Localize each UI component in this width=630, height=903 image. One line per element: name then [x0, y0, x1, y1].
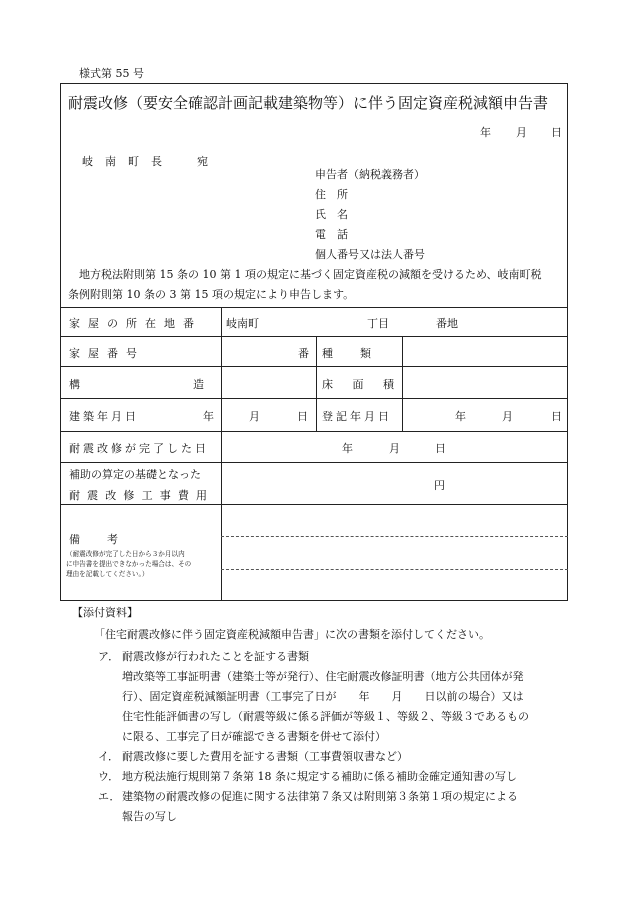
reg-date-label: 登記年月日 [322, 410, 392, 423]
attachment-item-a-detail: 住宅性能評価書の写し（耐震等級に係る評価が等級１、等級２、等級３であるもの [122, 710, 529, 723]
row-divider [60, 504, 568, 505]
house-number-label: 家屋番号 [69, 347, 145, 360]
attachment-item-u: 地方税法施行規則第７条第 18 条に規定する補助に係る補助金確定通知書の写し [122, 770, 517, 783]
col-divider [402, 336, 403, 431]
col-divider [221, 307, 222, 601]
applicant-address-label: 住 所 [315, 188, 348, 201]
completion-month-label: 月 [389, 442, 400, 455]
location-town: 岐南町 [226, 317, 259, 330]
notes-instruction-line: 理由を記載してください。） [66, 570, 149, 578]
header-day-label: 日 [551, 126, 562, 139]
cost-label-line-2: 耐震改修工事費用 [69, 489, 207, 502]
attachments-intro: 「住宅耐震改修に伴う固定資産税減額申告書」に次の書類を添付してください。 [94, 628, 490, 641]
attachment-item-a-detail: 増改築等工事証明書（建築士等が発行）、住宅耐震改修証明書（地方公共団体が発 [122, 670, 524, 683]
col-divider [316, 336, 317, 431]
row-divider [60, 336, 568, 337]
attachment-marker-i: イ． [98, 750, 120, 763]
notes-line-divider [221, 536, 568, 537]
completion-year-label: 年 [342, 442, 353, 455]
floor-area-label: 床面積 [322, 378, 394, 391]
header-year-label: 年 [480, 126, 491, 139]
completion-day-label: 日 [435, 442, 446, 455]
addressee: 岐南町長 宛 [82, 155, 220, 168]
build-date-label: 建築年月日 [69, 410, 139, 423]
cost-unit: 円 [434, 479, 445, 492]
build-month-label: 月 [249, 410, 260, 423]
completion-label: 耐震改修が完了した日 [69, 442, 209, 455]
attachment-item-a-detail: 行）、固定資産税減額証明書（工事完了日が 年 月 日以前の場合）又は [122, 690, 524, 703]
row-divider [60, 366, 568, 367]
reg-day-label: 日 [551, 410, 562, 423]
attachment-marker-u: ウ． [98, 770, 120, 783]
notes-instruction-line: （耐震改修が完了した日から３か月以内 [66, 550, 185, 558]
location-banchi: 番地 [436, 317, 458, 330]
table-top-border [60, 307, 568, 308]
applicant-phone-label: 電 話 [315, 228, 348, 241]
reg-month-label: 月 [502, 410, 513, 423]
location-label: 家屋の所在地番 [69, 317, 202, 330]
reg-year-label: 年 [455, 410, 466, 423]
attachments-heading: 【添付資料】 [72, 606, 138, 619]
applicant-heading: 申告者（納税義務者） [315, 168, 425, 181]
header-month-label: 月 [516, 126, 527, 139]
form-number: 様式第 55 号 [79, 67, 144, 80]
attachment-item-a: 耐震改修が行われたことを証する書類 [122, 650, 309, 663]
attachment-marker-a: ア． [98, 650, 120, 663]
notes-label: 備 考 [69, 533, 126, 546]
statement-line-2: 条例附則第 10 条の 3 第 15 項の規定により申告します。 [68, 288, 355, 301]
notes-instruction [66, 549, 221, 579]
attachment-marker-e: エ． [98, 790, 121, 803]
form-title: 耐震改修（要安全確認計画記載建築物等）に伴う固定資産税減額申告書 [68, 94, 549, 112]
applicant-name-label: 氏 名 [315, 208, 348, 221]
type-label: 種 類 [322, 347, 379, 360]
cost-label-line-1: 補助の算定の基礎となった [69, 468, 201, 481]
build-year-label: 年 [203, 410, 214, 423]
attachment-item-e: 建築物の耐震改修の促進に関する法律第７条又は附則第３条第１項の規定による [122, 790, 518, 803]
notes-instruction-line: に申告書を提出できなかった場合は、その [66, 560, 192, 568]
location-chome: 丁目 [367, 317, 389, 330]
notes-line-divider [221, 569, 568, 570]
attachment-item-i: 耐震改修に要した費用を証する書類（工事費領収書など） [122, 750, 408, 763]
attachment-item-a-detail: に限る、工事完了日が確認できる書類を併せて添付） [122, 730, 386, 743]
row-divider [60, 431, 568, 432]
structure-label: 構 造 [69, 378, 204, 391]
house-number-unit: 番 [298, 347, 309, 360]
build-day-label: 日 [297, 410, 308, 423]
applicant-id-label: 個人番号又は法人番号 [315, 248, 425, 261]
attachment-item-e-detail: 報告の写し [122, 810, 177, 823]
row-divider [60, 398, 568, 399]
row-divider [60, 462, 568, 463]
statement-line-1: 地方税法附則第 15 条の 10 第 1 項の規定に基づく固定資産税の減額を受けるため、岐南町税 [68, 268, 542, 281]
